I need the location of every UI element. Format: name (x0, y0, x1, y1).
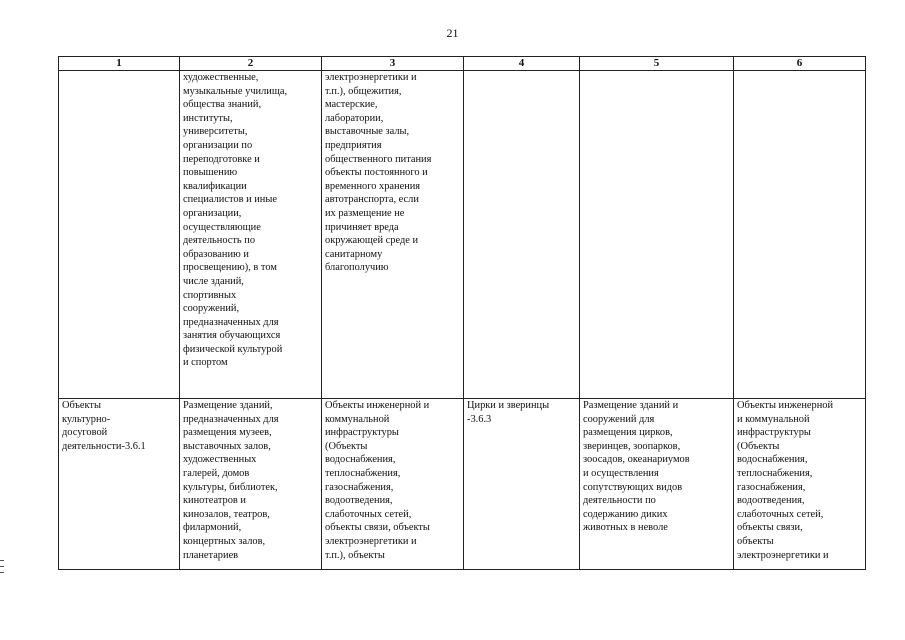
table-cell (59, 71, 180, 399)
table-cell (464, 71, 580, 399)
column-header-5: 5 (580, 57, 734, 71)
cell-text: Размещение зданий, предназначенных для размещения музеев, выставочных залов, художественных галерей, домов культуры, библиотек, кинотеатров и кинозалов, театров, филармоний, концертных залов, планетариев (183, 400, 279, 561)
table-cell (180, 71, 322, 399)
column-header-1: 1 (59, 57, 180, 71)
column-header-3: 3 (322, 57, 464, 71)
table-cell (734, 71, 866, 399)
cell-text: Объекты инженерной и коммунальной инфраструктуры (Объекты водоснабжения, теплоснабжения, газоснабжения, водоотведения, слаботочных сетей, объекты связи, объекты электроэнергетики и т.п.), объекты (325, 400, 430, 561)
binding-edge-mark (0, 560, 4, 584)
table-cell (59, 399, 180, 570)
table-row (59, 399, 866, 570)
edge-tick (0, 566, 4, 567)
table-cell (580, 71, 734, 399)
table-cell (180, 399, 322, 570)
cell-text: Объекты инженерной и коммунальной инфраструктуры (Объекты водоснабжения, теплоснабжения, газоснабжения, водоотведения, слаботочных сетей, объекты связи, объекты электроэнергетики и (737, 400, 834, 561)
column-header-4: 4 (464, 57, 580, 71)
table-cell (464, 399, 580, 570)
cell-text: художественные, музыкальные училища, общества знаний, институты, университеты, организации по переподготовке и повышению квалификации специалистов и иные организации, осуществляющие деятельность по образованию и просвещению), в том числе зданий, спортивных сооружений, предназначенных для занятия обучающихся физической культурой и спортом (183, 72, 288, 369)
cell-text: электроэнергетики и т.п.), общежития, мастерские, лаборатории, выставочные залы, предприятия общественного питания объекты постоянного и временного хранения автотранспорта, если их размещение не причиняет вреда окружающей среде и санитарному благополучию (325, 72, 432, 274)
cell-text: Цирки и зверинцы -3.6.3 (467, 400, 550, 425)
table-cell (322, 399, 464, 570)
column-header-2: 2 (180, 57, 322, 71)
edge-tick (0, 560, 4, 561)
cell-text: Объекты культурно- досуговой деятельности-3.6.1 (62, 400, 146, 452)
page-number: 21 (446, 26, 459, 40)
land-use-table (58, 56, 866, 570)
column-header-6: 6 (734, 57, 866, 71)
table-row (59, 71, 866, 399)
table-cell (734, 399, 866, 570)
table-cell (580, 399, 734, 570)
table-cell (322, 71, 464, 399)
table-header-row (59, 57, 866, 71)
cell-text: Размещение зданий и сооружений для размещения цирков, зверинцев, зоопарков, зоосадов, океанариумов и осуществления сопутствующих видов деятельности по содержанию диких животных в неволе (583, 400, 690, 534)
edge-tick (0, 572, 4, 573)
